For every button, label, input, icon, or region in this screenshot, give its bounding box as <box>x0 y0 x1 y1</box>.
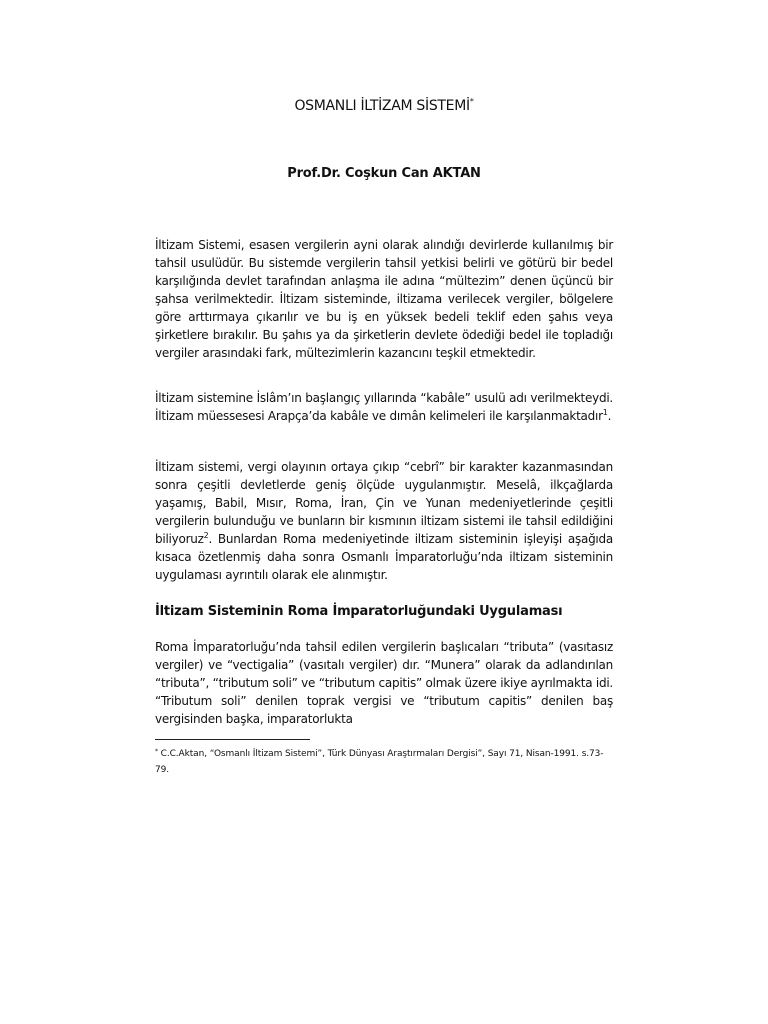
footnote-marker: * <box>155 748 158 755</box>
footnote-text: C.C.Aktan, “Osmanlı İltizam Sistemi”, Türk Dünyası Araştırmaları Dergisi”, Sayı 71, Nisan-1991. s.73-79. <box>155 749 604 775</box>
document-title <box>0 97 768 114</box>
paragraph-3-text: İltizam sistemi, vergi olayının ortaya çıkıp “cebrî” bir karakter kazanmasından sonra çeşitli devletlerde geniş ölçüde uygulanmıştır. Meselâ, ilkçağlarda yaşamış, Babil, Mısır, Roma, İran, Çin ve Yunan medeniyetlerinde çeşitli vergilerin bulunduğu ve bunların bir kısmının iltizam sistemi ile tahsil edildiğini biliyoruz <box>155 460 613 546</box>
author-name: Prof.Dr. Coşkun Can AKTAN <box>287 166 481 181</box>
paragraph-2-end: . <box>607 409 612 423</box>
title-text: OSMANLI İLTİZAM SİSTEMİ <box>294 98 470 114</box>
paragraph-3 <box>155 458 613 584</box>
paragraph-1-text: İltizam Sistemi, esasen vergilerin ayni olarak alındığı devirlerde kullanılmış bir tahsil usulüdür. Bu sistemde vergilerin tahsil yetkisi belirli ve götürü bir bedel karşılığında devlet tarafından anlaşma ile adına “mültezim” denen üçüncü bir şahsa verilmektedir. İltizam sisteminde, iltizama verilecek vergiler, bölgelere göre arttırmaya çıkarılır ve bu iş en yüksek bedeli teklif eden şahıs veya şirketlere bırakılır. Bu şahıs ya da şirketlerin devlete ödediği bedel ile topladığı vergiler arasındaki fark, mültezimlerin kazancını teşkil etmektedir. <box>155 238 613 360</box>
section-paragraph: Roma İmparatorluğu’nda tahsil edilen vergilerin başlıcaları “tributa” (vasıtasız vergiler) ve “vectigalia” (vasıtalı vergiler) dır. “Munera” olarak da adlandırılan “tributa”, “tributum soli” ve “tributum capitis” olmak üzere ikiye ayrılmakta idi. “Tributum soli” denilen toprak vergisi ve “tributum capitis” denilen baş vergisinden başka, imparatorlukta <box>155 640 613 726</box>
title-footnote-marker: * <box>469 97 474 106</box>
paragraph-2-text: İltizam sistemine İslâm’ın başlangıç yıllarında “kabâle” usulü adı verilmekteydi. İltizam müessesesi Arapça’da kabâle ve dımân kelimeleri ile karşılanmaktadır <box>155 391 613 423</box>
footnote-divider <box>155 739 310 740</box>
paragraph-3-end: . Bunlardan Roma medeniyetinde iltizam sisteminin işleyişi aşağıda kısaca özetlenmiş daha sonra Osmanlı İmparatorluğu’nda iltizam sisteminin uygulaması ayrıntılı olarak ele alınmıştır. <box>155 532 613 582</box>
paragraph-1 <box>155 236 613 362</box>
paragraph-2 <box>155 389 613 425</box>
section-heading: İltizam Sisteminin Roma İmparatorluğundaki Uygulaması <box>155 604 563 619</box>
footnote-ref-2: 2 <box>203 531 209 540</box>
footnote <box>155 744 615 778</box>
footnote-ref-1: 1 <box>602 408 608 417</box>
